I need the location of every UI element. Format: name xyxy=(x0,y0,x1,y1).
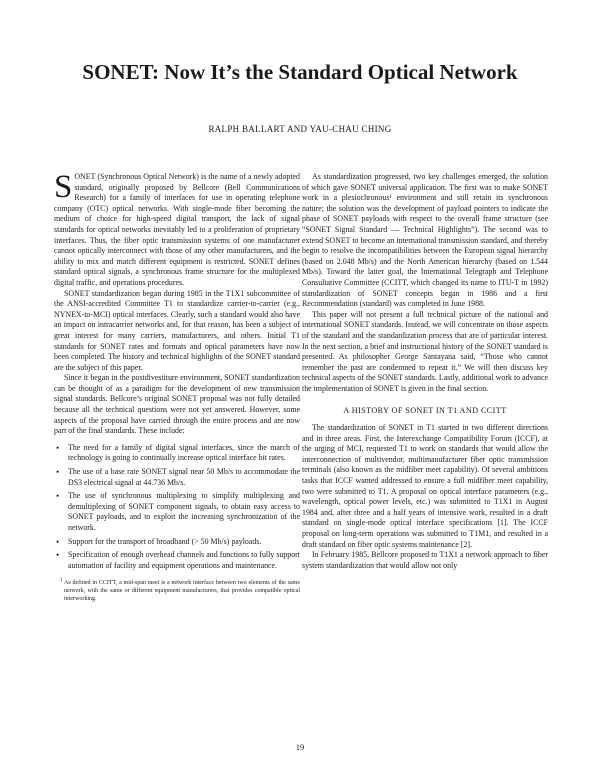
body-paragraph: As standardization progressed, two key challenges emerged, the solution of which gave SONET universal application. The first was to make SONET work in a plesiochronous¹ environment and still retain its synchronous nature; the solution was the development of payload pointers to indicate the phase of SONET payloads with respect to the overall frame structure (see “SONET Signal Standard — Technical Highlights”). The second was to extend SONET to become an international transmission standard, and thereby begin to resolve the incompatibilities between the European signal hierarchy (based on 2.048 Mb/s) and the North American hierarchy (based on 1.544 Mb/s). Toward the latter goal, the International Telegraph and Telephone Consultative Committee (CCITT, which changed its name to ITU-T in 1992) standardization of SONET concepts began in 1986 and a first Recommendation (standard) was completed in June 1988. xyxy=(302,172,548,309)
body-paragraph: In February 1985, Bellcore proposed to T1X1 a network approach to fiber system standardization that would allow not only xyxy=(302,550,548,570)
drop-cap: S xyxy=(54,169,73,205)
list-item: • Support for the transport of broadband (> 50 Mb/s) payloads. xyxy=(54,537,300,548)
page-number: 19 xyxy=(295,742,305,752)
list-item: • The need for a family of digital signal interfaces, since the march of technology is going to continually increase optical interface bit rates. xyxy=(54,443,300,464)
body-paragraph: Since it began in the postdivestiture environment, SONET standardization can be thought of as a paradigm for the development of new transmission signal standards. Bellcore’s original SONET proposal was not fully detailed because all the technical questions were not yet answered. However, some aspects of the proposal have carried through the entire process and are now part of the final standards. These include: xyxy=(54,373,300,436)
list-item: • The use of synchronous multiplexing to simplify multiplexing and demultiplexing of SONET component signals, to obtain easy access to SONET payloads, and to exploit the increasing synchronization of the network. xyxy=(54,491,300,533)
list-item: • The use of a base rate SONET signal near 50 Mb/s to accommodate the DS3 electrical signal at 44.736 Mb/s. xyxy=(54,467,300,488)
footnote-mark: 1 xyxy=(60,578,63,584)
footnote xyxy=(54,577,300,603)
intro-paragraph xyxy=(54,169,300,289)
body-paragraph: This paper will not present a full technical picture of the national and international SONET standards. Instead, we will concentrate on those aspects of the standard and the standardization process that are of particular interest. In the next section, a brief and instructional history of the SONET standard is presented. As philosopher George Santayana said, “Those who cannot remember the past are condemned to repeat it.” We will then discuss key technical aspects of the SONET standards. Lastly, additional work to advance the implementation of SONET is given in the final section. xyxy=(302,309,548,393)
footnote-text: As defined in CCITT, a mid-span meet is a network interface between two elements of the same network, with the same or different equipment manufacturers, that provides compatible optical interworking. xyxy=(64,580,300,603)
requirements-list xyxy=(54,443,300,572)
body-paragraph: SONET standardization began during 1985 in the T1X1 subcommittee of the ANSI-accredited Committee T1 to standardize carrier-to-carrier (e.g., NYNEX-to-MCI) optical interfaces. Clearly, such a standard would also have an impact on intracarrier networks and, for that reason, has been a subject of great interest for many carriers, manufacturers, and others. Initial T1 standards for SONET rates and formats and optical parameters have now been completed. The history and technical highlights of the SONET standard are the subject of this paper. xyxy=(54,288,300,372)
list-item: • Specification of enough overhead channels and functions to fully support automation of facility and equipment operations and maintenance. xyxy=(54,550,300,571)
right-column xyxy=(302,172,548,571)
body-paragraph: The standardization of SONET in T1 started in two different directions and in three areas. First, the Interexchange Compatibility Forum (ICCF), at the urging of MCI, requested T1 to work on standards that would allow the interconnection of multivendor, multimanufacturer fiber optic transmission terminals (also known as the midfiber meet capability). Of several ambitions tasks that ICCF wanted addressed to ensure a full midfiber meet capability, two were submitted to T1. A proposal on optical interface parameters (e.g., wavelength, optical power levels, etc.) was submitted to T1X1 in August 1984 and, after three and a half years of intensive work, resulted in a draft standard on single-mode optical interface specifications [1]. The ICCF proposal on long-term operations was submitted to T1M1, and resulted in a draft standard on fiber optic systems maintenance [2]. xyxy=(302,423,548,549)
section-heading: A HISTORY OF SONET IN T1 AND CCITT xyxy=(343,406,507,416)
paper-title: SONET: Now It’s the Standard Optical Network xyxy=(82,60,518,84)
left-column xyxy=(54,169,300,603)
intro-text: ONET (Synchronous Optical Network) is the name of a newly adopted standard, originally proposed by Bellcore (Bell Communications Research) for a family of interfaces for use in operating telephone company (OTC) optical networks. With single-mode fiber becoming the medium of choice for high-speed digital transport, the lack of signal standards for optical networks inevitably led to a proliferation of proprietary interfaces. Thus, the fiber optic transmission systems of one manufacturer cannot optically interconnect with those of any other manufacturers, and the ability to mix and match different equipment is restricted. SONET defines standard optical signals, a synchronous frame structure for the multiplexed digital traffic, and operations procedures. xyxy=(54,172,300,287)
author-line: RALPH BALLART AND YAU-CHAU CHING xyxy=(208,124,392,134)
